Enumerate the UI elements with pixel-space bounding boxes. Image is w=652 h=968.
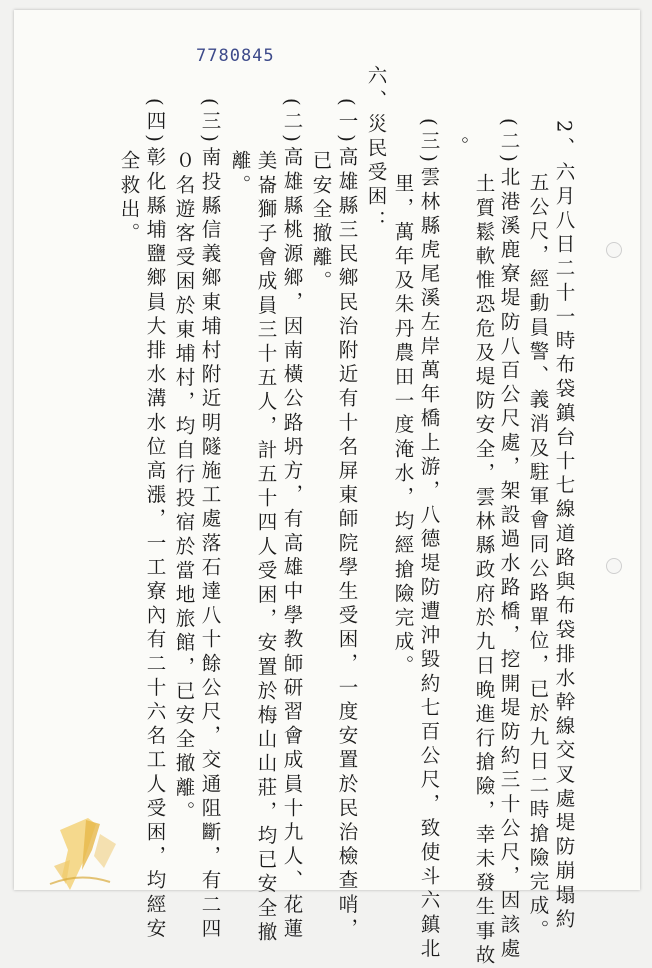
section-heading-victims: 六、災民受困： [364,65,388,234]
text-column-12: 美崙獅子會成員三十五人，計五十四人受困，安置於梅山山莊，均已安全撤 [254,150,278,946]
text-column-2: 五公尺，經動員警、義消及駐軍會同公路單位，已於九日二時搶險完成。 [526,172,550,944]
punch-hole [606,558,622,574]
text-column-3: (二)北港溪鹿寮堤防八百公尺處，架設過水路橋，挖開堤防約三十公尺，因該處 [497,118,521,962]
document-number: 7780845 [196,46,275,66]
text-column-15: ０名遊客受困於東埔村，均自行投宿於當地旅館，已安全撤離。 [172,150,196,825]
text-column-4: 土質鬆軟惟恐危及堤防安全，雲林縣政府於九日晚進行搶險，幸未發生事故 [472,173,496,968]
text-column-16: (四)彰化縣埔鹽鄉員大排水溝水位高漲，一工寮內有二十六名工人受困，均經安 [143,98,167,942]
text-column-17: 全救出。 [117,150,141,247]
document-page [14,10,640,968]
punch-hole [606,242,622,258]
text-column-7: 里，萬年及朱丹農田一度淹水，均經搶險完成。 [391,173,415,680]
text-column-11: (二)高雄縣桃源鄉，因南橫公路坍方，有高雄中學教師研習會成員十九人、花蓮 [280,98,304,942]
text-column-10: 已安全撤離。 [309,150,333,295]
archive-logo-icon [40,810,136,896]
text-column-6: (三)雲林縣虎尾溪左岸萬年橋上游，八德堤防遭沖毀約七百公尺，致使斗六鎮北 [417,118,441,962]
text-column-14: (三)南投縣信義鄉東埔村附近明隧施工處落石達八十餘公尺，交通阻斷，有二四 [198,98,222,942]
text-column-5: 。 [446,136,470,161]
text-column-13: 離。 [228,150,252,199]
text-column-1: 2、六月八日二十一時布袋鎮台十七線道路與布袋排水幹線交叉處堤防崩塌約 [552,120,576,933]
text-column-9: (一)高雄縣三民鄉民治附近有十名屏東師院學生受困，一度安置於民治檢查哨， [335,98,359,942]
